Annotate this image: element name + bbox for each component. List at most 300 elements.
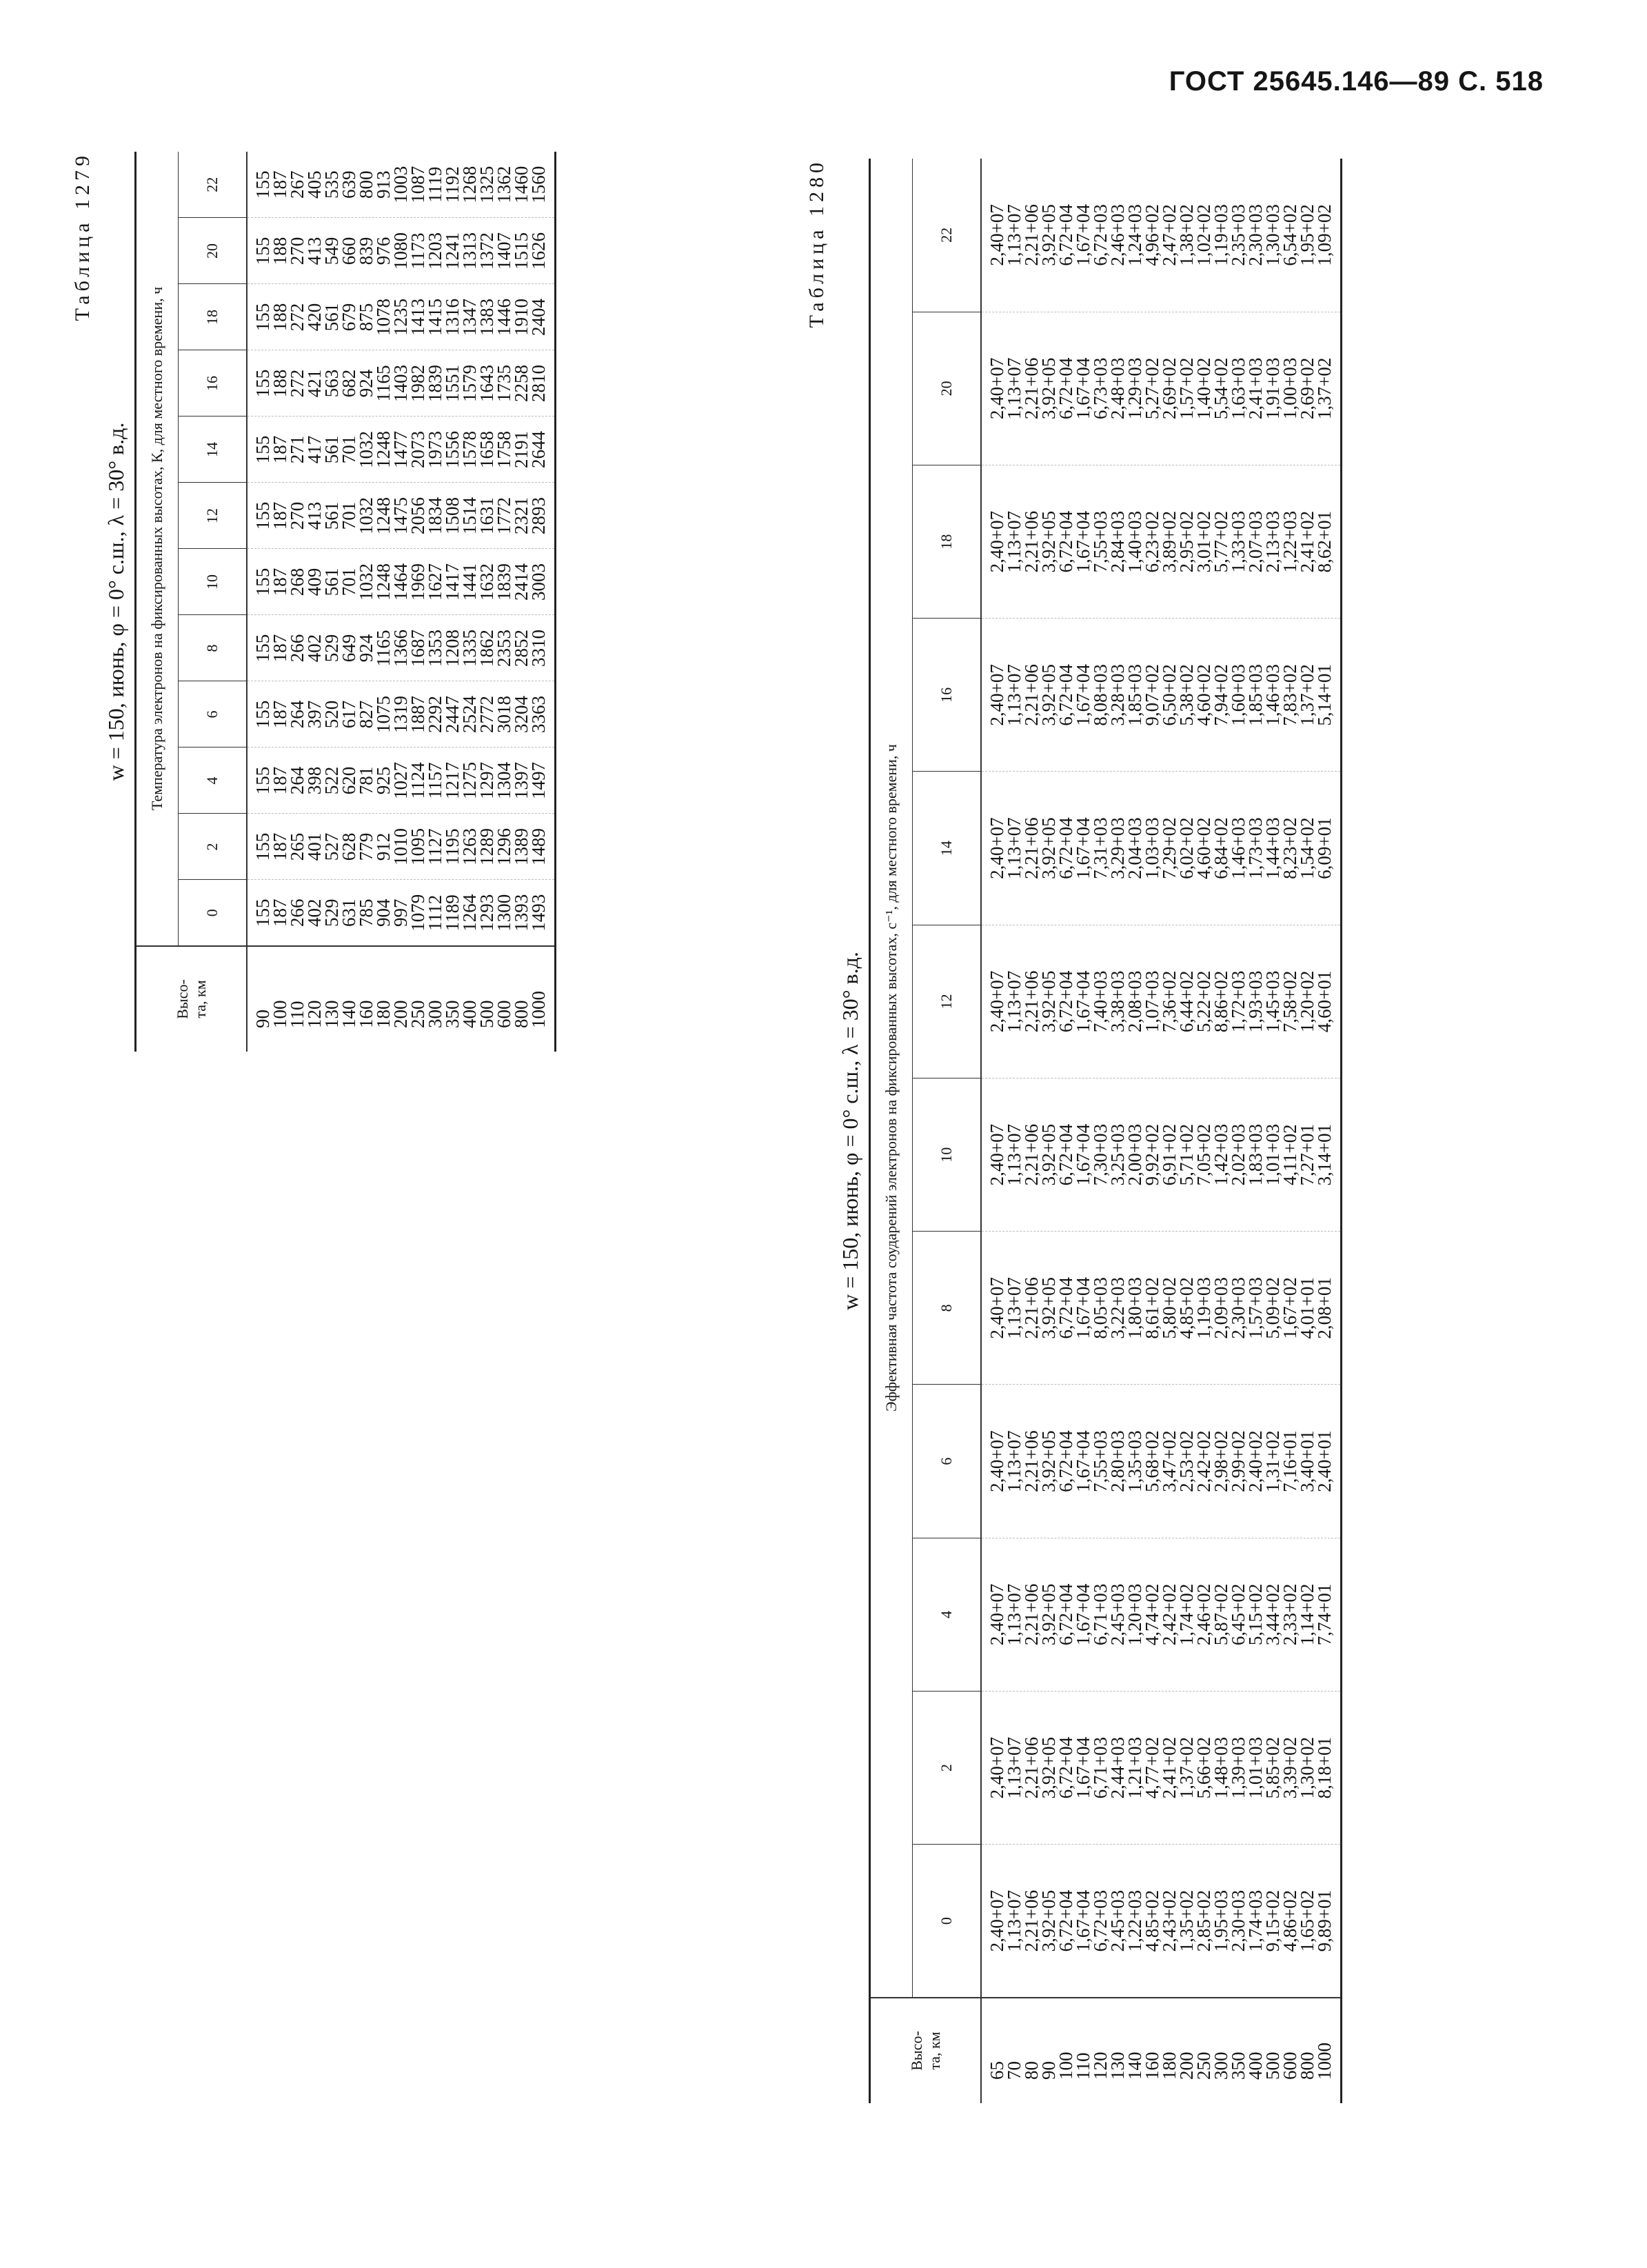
data-table (134, 152, 556, 1052)
table-cell: 6,72+04 (1055, 1583, 1076, 1646)
table-cell: 8,05+03 (1090, 1277, 1111, 1339)
table-cell: 3310 (528, 630, 549, 667)
table-cell: 1475 (390, 497, 411, 534)
table-cell: 3,92+05 (1038, 1583, 1059, 1646)
altitude-value: 130 (1107, 2051, 1128, 2080)
table-cell: 2414 (511, 563, 532, 601)
table-cell: 1,37+02 (1314, 357, 1335, 420)
table-cell: 2,40+01 (1314, 1430, 1335, 1492)
table-cell: 2,21+06 (1021, 1430, 1042, 1492)
table-cell: 529 (321, 899, 342, 927)
table-cell: 1,13+07 (1004, 204, 1024, 266)
table-cell: 1489 (528, 828, 549, 865)
table-cell: 9,15+02 (1262, 1889, 1283, 1952)
table-cell: 1772 (494, 497, 514, 534)
table-cell: 1,19+03 (1193, 1277, 1214, 1339)
table-cell: 1403 (390, 365, 411, 402)
table-cell: 6,72+04 (1055, 1277, 1076, 1339)
table-cell: 155 (252, 501, 273, 530)
table-cell: 3,92+05 (1038, 1889, 1059, 1952)
table-cell: 904 (373, 899, 394, 927)
table-cell: 912 (373, 832, 394, 861)
table-cell: 1627 (425, 563, 445, 601)
table-cell: 3204 (511, 696, 532, 733)
table-cell: 1,33+03 (1228, 510, 1249, 573)
altitude-value: 1000 (1314, 2043, 1335, 2080)
altitude-header: Высо- та, км (870, 1998, 982, 2103)
table-cell: 1,67+04 (1073, 817, 1093, 879)
table-cell: 267 (287, 170, 307, 199)
table-cell: 2,21+06 (1021, 1889, 1042, 1952)
table-cell: 6,50+02 (1159, 664, 1180, 726)
table-cell: 1313 (459, 232, 480, 270)
table-cell: 976 (373, 237, 394, 265)
table-cell: 155 (252, 832, 273, 861)
altitude-value: 400 (459, 1000, 480, 1028)
value-column (981, 925, 1342, 1078)
table-cell: 6,71+03 (1090, 1583, 1111, 1646)
table-cell: 520 (321, 700, 342, 729)
table-cell: 561 (321, 435, 342, 464)
table-cell: 4,60+01 (1314, 970, 1335, 1033)
table-cell: 1173 (407, 232, 428, 270)
value-column (247, 350, 556, 417)
table-cell: 679 (339, 303, 359, 332)
table-cell: 4,11+02 (1280, 1124, 1300, 1185)
table-cell: 6,72+04 (1055, 1430, 1076, 1492)
table-cell: 1112 (425, 894, 445, 931)
time-header: 4 (913, 1538, 982, 1691)
table-cell: 1,35+02 (1176, 1889, 1197, 1952)
table-cell: 9,07+02 (1142, 664, 1162, 726)
table-cell: 2,45+03 (1107, 1889, 1128, 1952)
table-cell: 6,71+03 (1090, 1736, 1111, 1799)
altitude-value: 80 (1021, 2061, 1042, 2080)
table-cell: 155 (252, 237, 273, 265)
value-column (981, 159, 1342, 312)
table-cell: 827 (356, 700, 376, 729)
table-cell: 639 (339, 170, 359, 199)
table-cell: 1,13+07 (1004, 970, 1024, 1033)
table-cell: 1735 (494, 365, 514, 402)
table-cell: 2,48+03 (1107, 357, 1128, 420)
table-cell: 3,38+03 (1107, 970, 1128, 1033)
table-cell: 1275 (459, 762, 480, 799)
table-cell: 6,44+02 (1176, 970, 1197, 1033)
table-cell: 1687 (407, 630, 428, 667)
table-cell: 535 (321, 170, 342, 199)
table-cell: 1165 (373, 630, 394, 667)
table-cell: 5,71+02 (1176, 1123, 1197, 1186)
value-column (247, 880, 556, 946)
value-column (247, 681, 556, 747)
table-cell: 1551 (442, 365, 463, 402)
table-cell: 2,41+02 (1297, 510, 1317, 573)
time-header-row (179, 152, 247, 1052)
page-header: ГОСТ 25645.146—89 С. 518 (1169, 66, 1544, 97)
table-cell: 1,09+02 (1314, 204, 1335, 266)
table-cell: 271 (287, 435, 307, 464)
table-cell: 8,18+01 (1314, 1736, 1335, 1799)
time-header-row (913, 159, 982, 2103)
table-cell: 2,42+02 (1193, 1430, 1214, 1492)
table-cell: 6,02+02 (1176, 817, 1197, 879)
table-cell: 1248 (373, 563, 394, 601)
value-column (247, 483, 556, 549)
table-cell: 1834 (425, 497, 445, 534)
table-cell: 2,41+03 (1245, 357, 1266, 420)
table-cell: 2073 (407, 431, 428, 468)
value-column (981, 772, 1342, 925)
table-cell: 2,40+07 (987, 1123, 1007, 1186)
table-cell: 2,35+03 (1228, 204, 1249, 266)
table-cell: 421 (304, 369, 325, 398)
table-cell: 1,01+03 (1262, 1123, 1283, 1186)
table-cell: 1839 (425, 365, 445, 402)
table-cell: 1,01+03 (1245, 1736, 1266, 1799)
table-cell: 272 (287, 303, 307, 332)
table-cell: 1,38+02 (1176, 204, 1197, 266)
table-cell: 1,85+03 (1245, 664, 1266, 726)
table-cell: 1293 (476, 894, 497, 932)
table-cell: 2,21+06 (1021, 510, 1042, 573)
table-cell: 3,92+05 (1038, 1430, 1059, 1492)
table-cell: 2,13+03 (1262, 510, 1283, 573)
table-cell: 1,83+03 (1245, 1123, 1266, 1186)
table-cell: 4,85+02 (1142, 1889, 1162, 1952)
table-cell: 2,30+03 (1228, 1889, 1249, 1952)
table-cell: 1,46+03 (1228, 817, 1249, 879)
table-cell: 1263 (459, 828, 480, 865)
altitude-value: 90 (252, 1010, 273, 1028)
value-column (247, 747, 556, 814)
table-cell: 2,21+06 (1021, 817, 1042, 879)
table-cell: 5,85+02 (1262, 1736, 1283, 1799)
table-body-row (247, 152, 556, 1052)
table-cell: 1366 (390, 630, 411, 667)
table-cell: 1,74+03 (1245, 1889, 1266, 1952)
table-cell: 1,54+02 (1297, 817, 1317, 879)
table-cell: 405 (304, 170, 325, 199)
table-cell: 1973 (425, 431, 445, 468)
table-cell: 1910 (511, 299, 532, 336)
table-cell: 2,44+03 (1107, 1736, 1128, 1799)
table-cell: 2644 (528, 431, 549, 468)
table-cell: 1441 (459, 563, 480, 601)
table-cell: 924 (356, 634, 376, 663)
table-cell: 4,60+02 (1193, 817, 1214, 879)
table-cell: 1264 (459, 894, 480, 932)
table-cell: 8,61+02 (1142, 1277, 1162, 1339)
table-cell: 5,27+02 (1142, 357, 1162, 420)
table-body-row (981, 159, 1342, 2103)
table-cell: 1,37+02 (1176, 1736, 1197, 1799)
table-cell: 155 (252, 369, 273, 398)
time-header: 20 (913, 312, 982, 465)
table-cell: 1189 (442, 894, 463, 932)
table-cell: 155 (252, 170, 273, 199)
table-cell: 2,40+07 (987, 1277, 1007, 1339)
table-cell: 7,36+02 (1159, 970, 1180, 1033)
table-cell: 1,57+03 (1245, 1277, 1266, 1339)
altitude-value: 300 (425, 1000, 445, 1028)
table-cell: 1,31+02 (1262, 1430, 1283, 1492)
table-cell: 2,21+06 (1021, 970, 1042, 1033)
time-header: 20 (179, 218, 247, 284)
table-cell: 6,54+02 (1280, 204, 1300, 266)
table-cell: 1,67+02 (1280, 1277, 1300, 1339)
table-cell: 3,40+01 (1297, 1430, 1317, 1492)
table-cell: 1982 (407, 365, 428, 402)
time-header: 18 (913, 465, 982, 619)
table-cell: 2,40+07 (987, 817, 1007, 879)
time-header: 10 (179, 549, 247, 615)
table-cell: 413 (304, 237, 325, 265)
table-cell: 188 (270, 303, 290, 332)
table-cell: 1,13+07 (1004, 510, 1024, 573)
table-cell: 413 (304, 501, 325, 530)
table-cell: 1032 (356, 563, 376, 601)
table-cell: 1032 (356, 431, 376, 468)
table-cell: 187 (270, 832, 290, 861)
table-cell: 1,48+03 (1211, 1736, 1231, 1799)
table-cell: 2810 (528, 365, 549, 402)
altitude-value: 300 (1211, 2051, 1231, 2080)
table-cell: 1514 (459, 497, 480, 534)
table-cell: 1,13+07 (1004, 817, 1024, 879)
altitude-value: 160 (356, 1000, 376, 1028)
table-cell: 1,85+03 (1124, 664, 1145, 726)
table-cell: 1248 (373, 431, 394, 468)
time-header: 12 (179, 483, 247, 549)
time-header: 8 (913, 1232, 982, 1385)
table-cell: 628 (339, 832, 359, 861)
table-cell: 1,13+07 (1004, 664, 1024, 726)
table-cell: 2447 (442, 696, 463, 733)
table-cell: 2,45+03 (1107, 1583, 1128, 1646)
table-cell: 4,85+02 (1176, 1277, 1197, 1339)
table-cell: 1413 (407, 299, 428, 336)
table-cell: 2,98+02 (1211, 1430, 1231, 1492)
table-cell: 2,40+07 (987, 1430, 1007, 1492)
table-cell: 1080 (390, 232, 411, 270)
table-cell: 2,21+06 (1021, 1583, 1042, 1646)
table-cell: 3,92+05 (1038, 664, 1059, 726)
altitude-value: 180 (373, 1000, 394, 1028)
table-cell: 155 (252, 700, 273, 729)
table-cell: 1,03+03 (1142, 817, 1162, 879)
table-cell: 3,92+05 (1038, 817, 1059, 879)
altitude-value: 120 (1090, 2051, 1111, 2080)
table-cell: 1300 (494, 894, 514, 932)
table-cell: 2056 (407, 497, 428, 534)
table-cell: 3,92+05 (1038, 357, 1059, 420)
table-cell: 3,01+02 (1193, 510, 1214, 573)
value-column (981, 1385, 1342, 1538)
altitude-value: 600 (1280, 2051, 1300, 2080)
table-cell: 2,08+03 (1124, 970, 1145, 1033)
table-cell: 1658 (476, 431, 497, 468)
table-cell: 924 (356, 369, 376, 398)
table-cell: 1,67+04 (1073, 1583, 1093, 1646)
table-cell: 1192 (442, 166, 463, 203)
table-cell: 187 (270, 501, 290, 530)
table-cell: 1,95+03 (1211, 1889, 1231, 1952)
table-cell: 1,45+03 (1262, 970, 1283, 1033)
table-cell: 1372 (476, 232, 497, 270)
table-cell: 1446 (494, 299, 514, 336)
table-cell: 1464 (390, 563, 411, 601)
table-cell: 2893 (528, 497, 549, 534)
table-cell: 6,72+03 (1090, 1889, 1111, 1952)
table-cell: 2772 (476, 696, 497, 733)
table-cell: 4,60+02 (1193, 664, 1214, 726)
value-column (247, 417, 556, 483)
table-cell: 2,40+07 (987, 510, 1007, 573)
table-cell: 1,02+02 (1193, 204, 1214, 266)
altitude-value: 90 (1038, 2061, 1059, 2080)
table-cell: 7,55+03 (1090, 510, 1111, 573)
table-cell: 3,92+05 (1038, 1736, 1059, 1799)
table-cell: 1,91+03 (1262, 357, 1283, 420)
table-cell: 1,30+02 (1297, 1736, 1317, 1799)
table-cell: 2,21+06 (1021, 664, 1042, 726)
table-cell: 1,63+03 (1228, 357, 1249, 420)
table-cell: 682 (339, 369, 359, 398)
table-cell: 6,72+04 (1055, 1123, 1076, 1186)
value-column (981, 1692, 1342, 1845)
table-cell: 1195 (442, 828, 463, 865)
altitude-value: 100 (1055, 2051, 1076, 2080)
table-cell: 2,95+02 (1176, 510, 1197, 573)
table-cell: 2,43+02 (1159, 1889, 1180, 1952)
table-cell: 1,67+04 (1073, 1123, 1093, 1186)
table-cell: 1,67+04 (1073, 1889, 1093, 1952)
table-cell: 1,80+03 (1124, 1277, 1145, 1339)
table-cell: 1319 (390, 696, 411, 733)
table-cell: 620 (339, 766, 359, 795)
table-cell: 7,30+03 (1090, 1123, 1111, 1186)
table-cell: 3,22+03 (1107, 1277, 1128, 1339)
table-cell: 800 (356, 170, 376, 199)
table-cell: 270 (287, 237, 307, 265)
table-cell: 9,89+01 (1314, 1889, 1335, 1952)
altitude-value: 180 (1159, 2051, 1180, 2080)
table-block-1280 (800, 159, 1342, 2103)
table-cell: 2,21+06 (1021, 1123, 1042, 1186)
table-cell: 1,67+04 (1073, 510, 1093, 573)
table-cell: 266 (287, 634, 307, 663)
table-cell: 2,21+06 (1021, 204, 1042, 266)
table-block-1279 (65, 152, 556, 1052)
table-title: w = 150, июнь, φ = 0° с.ш., λ = 30° в.д. (838, 952, 862, 1310)
table-cell: 1,13+07 (1004, 1123, 1024, 1186)
altitude-value: 800 (511, 1000, 532, 1028)
table-cell: 1,65+02 (1297, 1889, 1317, 1952)
value-column (247, 615, 556, 681)
table-cell: 1165 (373, 365, 394, 402)
altitude-column (981, 1998, 1342, 2103)
altitude-value: 160 (1142, 2051, 1162, 2080)
table-cell: 6,72+04 (1055, 664, 1076, 726)
table-cell: 5,77+02 (1211, 510, 1231, 573)
table-cell: 6,72+04 (1055, 1736, 1076, 1799)
group-header: Температура электронов на фиксированных высотах, К, для местного времени, ч (136, 152, 179, 946)
table-cell: 2,99+02 (1228, 1430, 1249, 1492)
table-cell: 8,86+02 (1211, 970, 1231, 1033)
table-cell: 529 (321, 634, 342, 663)
table-cell: 6,23+02 (1142, 510, 1162, 573)
table-cell: 2,40+07 (987, 970, 1007, 1033)
table-cell: 1,21+03 (1124, 1736, 1145, 1799)
table-cell: 1,67+04 (1073, 357, 1093, 420)
table-cell: 2,85+02 (1193, 1889, 1214, 1952)
table-cell: 2,69+02 (1297, 357, 1317, 420)
table-cell: 1407 (494, 232, 514, 270)
table-cell: 8,08+03 (1090, 664, 1111, 726)
table-cell: 1,24+03 (1124, 204, 1145, 266)
table-cell: 1,67+04 (1073, 664, 1093, 726)
altitude-value: 1000 (528, 991, 549, 1028)
table-cell: 2,08+01 (1314, 1277, 1335, 1339)
table-cell: 1,13+07 (1004, 1430, 1024, 1492)
table-cell: 1,67+04 (1073, 970, 1093, 1033)
table-cell: 2258 (511, 365, 532, 402)
table-cell: 187 (270, 568, 290, 596)
altitude-value: 100 (270, 1000, 290, 1028)
table-cell: 6,72+04 (1055, 204, 1076, 266)
table-cell: 1297 (476, 762, 497, 799)
table-cell: 5,09+02 (1262, 1277, 1283, 1339)
table-cell: 1,13+07 (1004, 1736, 1024, 1799)
altitude-value: 350 (442, 1000, 463, 1028)
table-cell: 1010 (390, 828, 411, 865)
table-cell: 402 (304, 899, 325, 927)
table-cell: 3,92+05 (1038, 1123, 1059, 1186)
altitude-value: 500 (476, 1000, 497, 1028)
table-cell: 5,66+02 (1193, 1736, 1214, 1799)
table-cell: 1,13+07 (1004, 1889, 1024, 1952)
table-cell: 2,40+02 (1245, 1430, 1266, 1492)
table-cell: 913 (373, 170, 394, 199)
table-cell: 3,44+02 (1262, 1583, 1283, 1646)
table-cell: 1,30+03 (1262, 204, 1283, 266)
table-cell: 1579 (459, 365, 480, 402)
altitude-value: 350 (1228, 2051, 1249, 2080)
table-cell: 4,77+02 (1142, 1736, 1162, 1799)
table-cell: 5,15+02 (1245, 1583, 1266, 1646)
table-cell: 4,01+01 (1297, 1277, 1317, 1339)
value-column (981, 1845, 1342, 1998)
table-cell: 9,92+02 (1142, 1123, 1162, 1186)
table-cell: 1,57+02 (1176, 357, 1197, 420)
table-cell: 3,92+05 (1038, 970, 1059, 1033)
table-cell: 2,40+07 (987, 357, 1007, 420)
table-title: w = 150, июнь, φ = 0° с.ш., λ = 30° в.д. (103, 422, 128, 781)
table-cell: 187 (270, 899, 290, 927)
table-cell: 5,68+02 (1142, 1430, 1162, 1492)
table-cell: 1,42+03 (1211, 1123, 1231, 1186)
table-cell: 7,58+02 (1280, 970, 1300, 1033)
table-cell: 1460 (511, 165, 532, 203)
table-cell: 2,40+07 (987, 204, 1007, 266)
value-column (247, 152, 556, 218)
table-cell: 1119 (425, 166, 445, 203)
altitude-value: 110 (287, 1001, 307, 1028)
table-cell: 1248 (373, 497, 394, 534)
table-cell: 155 (252, 766, 273, 795)
table-cell: 1,46+03 (1262, 664, 1283, 726)
